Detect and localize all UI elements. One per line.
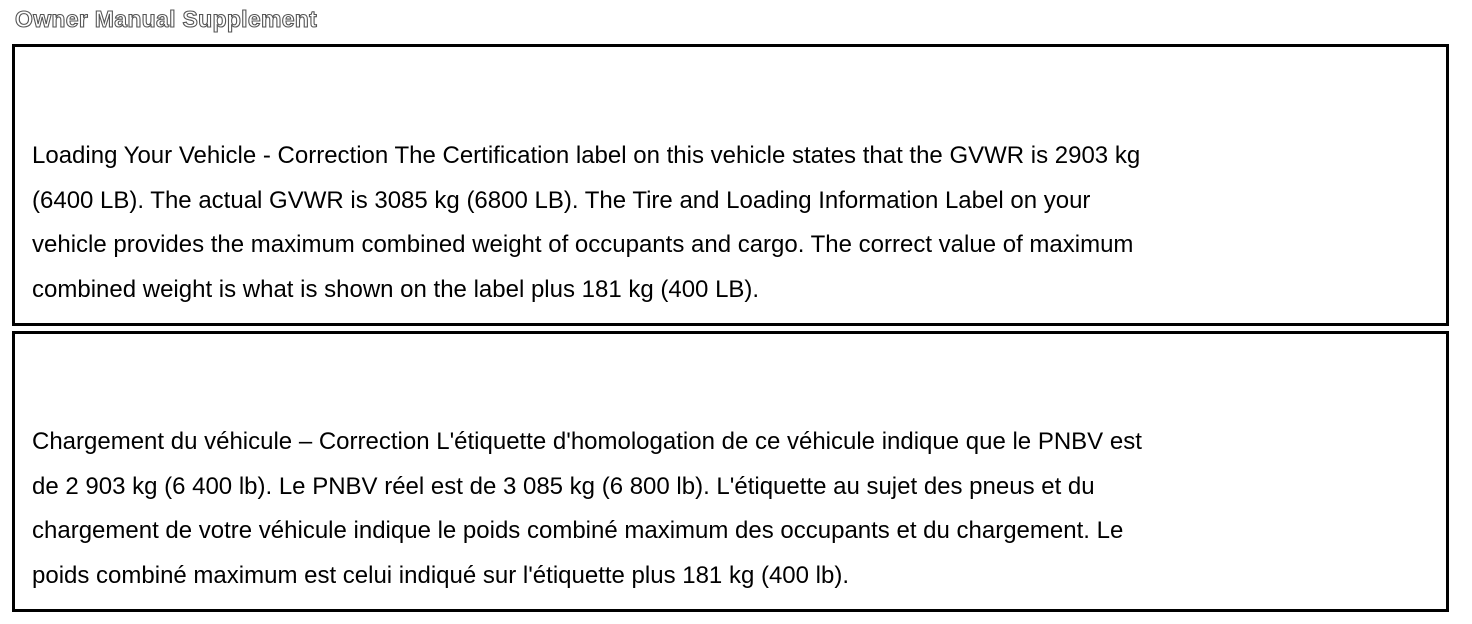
english-line-3: vehicle provides the maximum combined weight of occupants and cargo. The correct value of maximum bbox=[32, 231, 1134, 258]
english-line-2: (6400 LB). The actual GVWR is 3085 kg (6800 LB). The Tire and Loading Information Label on your bbox=[32, 186, 1091, 214]
french-line-1: Chargement du véhicule – Correction L'étiquette d'homologation de ce véhicule indique que le PNBV est bbox=[32, 428, 1142, 455]
english-correction-text bbox=[32, 134, 1332, 312]
french-line-3: chargement de votre véhicule indique le poids combiné maximum des occupants et du chargement. Le bbox=[32, 517, 1124, 544]
french-correction-text bbox=[32, 420, 1332, 598]
french-correction-box bbox=[12, 331, 1449, 612]
english-correction-box bbox=[12, 44, 1449, 326]
french-line-2: de 2 903 kg (6 400 lb). Le PNBV réel est de 3 085 kg (6 800 lb). L'étiquette au sujet des pneus et du bbox=[32, 472, 1095, 500]
document-title: Owner Manual Supplement bbox=[15, 6, 318, 32]
french-line-4: poids combiné maximum est celui indiqué sur l'étiquette plus 181 kg (400 lb). bbox=[32, 561, 850, 589]
english-line-1: Loading Your Vehicle - Correction The Certification label on this vehicle states that the GVWR is 2903 kg bbox=[32, 142, 1141, 169]
english-line-4: combined weight is what is shown on the label plus 181 kg (400 LB). bbox=[32, 275, 760, 303]
